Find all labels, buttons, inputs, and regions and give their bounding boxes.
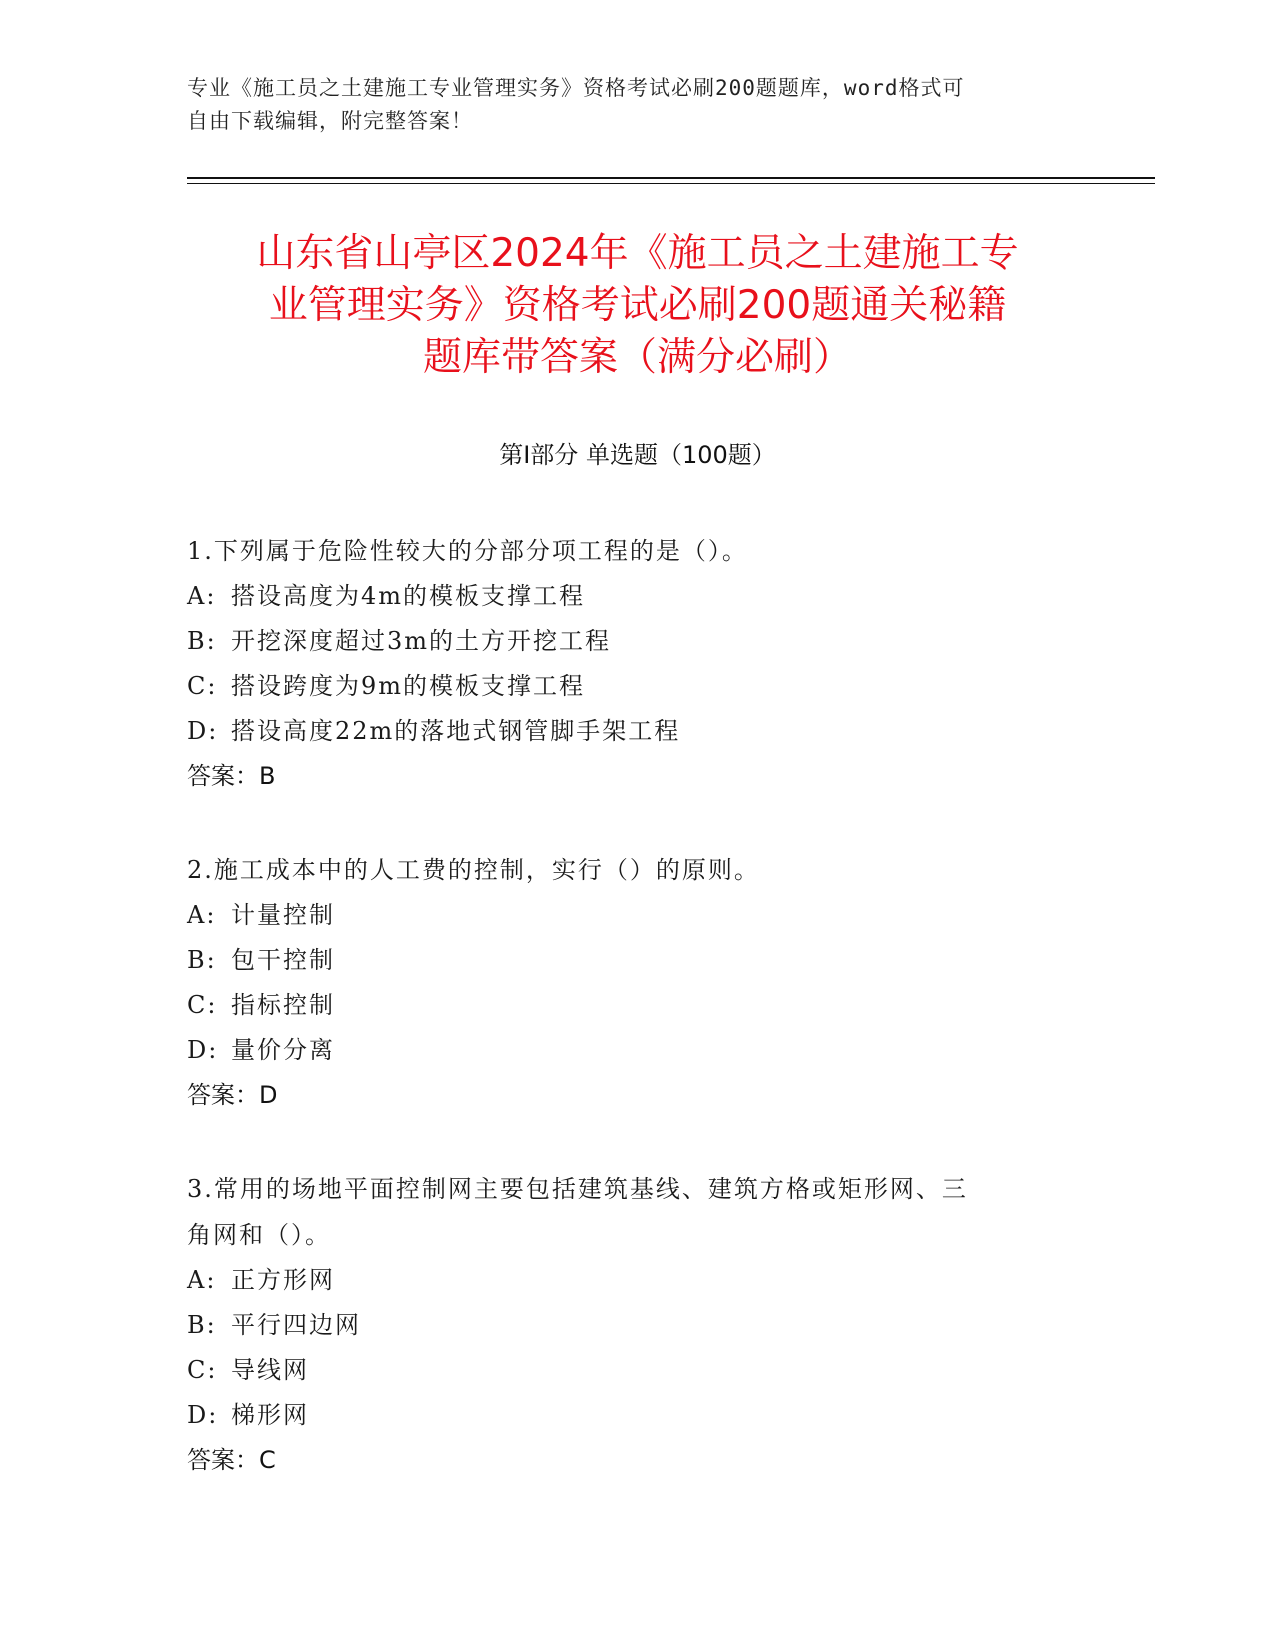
answer-line: 答案：D [187,1081,278,1109]
header-note-line-1: 专业《施工员之土建施工专业管理实务》资格考试必刷200题题库，word格式可 [187,76,965,100]
option-a [187,574,1067,619]
question-3 [187,1166,1067,1483]
option-c [187,983,1067,1028]
option-letter: D: [187,1036,219,1064]
question-2 [187,847,1067,1118]
header-note-line-2: 自由下载编辑，附完整答案！ [187,109,473,133]
option-letter: A: [187,582,217,610]
option-letter: B: [187,1311,217,1339]
option-text: 指标控制 [231,991,335,1019]
option-text: 导线网 [231,1356,309,1384]
header-note [187,72,1067,138]
option-letter: B: [187,627,217,655]
option-d [187,709,1067,754]
answer-line: 答案：C [187,1446,276,1474]
option-letter: C: [187,672,218,700]
option-letter: A: [187,901,217,929]
option-text: 搭设跨度为9m的模板支撑工程 [231,672,586,700]
option-letter: D: [187,717,219,745]
question-stem: 1.下列属于危险性较大的分部分项工程的是（）。 [187,537,748,565]
option-text: 量价分离 [231,1036,335,1064]
option-text: 开挖深度超过3m的土方开挖工程 [231,627,612,655]
question-list [187,528,1067,1531]
option-b [187,619,1067,664]
option-letter: B: [187,946,217,974]
option-a [187,1258,1067,1303]
document-title-line-3: 题库带答案（满分必刷） [422,335,852,380]
option-c [187,1348,1067,1393]
option-text: 包干控制 [231,946,335,974]
document-title-line-2: 业管理实务》资格考试必刷200题通关秘籍 [268,283,1007,328]
question-stem-line-1: 3.常用的场地平面控制网主要包括建筑基线、建筑方格或矩形网、三 [187,1175,968,1203]
document-title [180,228,1095,384]
option-text: 计量控制 [231,901,335,929]
question-1 [187,528,1067,799]
header-divider-thin [187,183,1155,184]
option-text: 搭设高度为4m的模板支撑工程 [231,582,586,610]
option-b [187,1303,1067,1348]
question-stem: 2.施工成本中的人工费的控制，实行（）的原则。 [187,856,760,884]
option-letter: C: [187,1356,218,1384]
option-text: 梯形网 [231,1401,309,1429]
option-d [187,1028,1067,1073]
option-d [187,1393,1067,1438]
option-letter: C: [187,991,218,1019]
header-divider-thick [187,177,1155,179]
section-heading: 第Ⅰ部分 单选题（100题） [499,441,776,469]
option-letter: D: [187,1401,219,1429]
option-letter: A: [187,1266,217,1294]
option-c [187,664,1067,709]
document-title-line-1: 山东省山亭区2024年《施工员之土建施工专 [256,231,1019,276]
option-text: 搭设高度22m的落地式钢管脚手架工程 [231,717,681,745]
option-b [187,938,1067,983]
option-text: 平行四边网 [231,1311,361,1339]
option-text: 正方形网 [231,1266,335,1294]
question-stem-line-2: 角网和（）。 [187,1221,331,1249]
answer-line: 答案：B [187,762,276,790]
option-a [187,893,1067,938]
